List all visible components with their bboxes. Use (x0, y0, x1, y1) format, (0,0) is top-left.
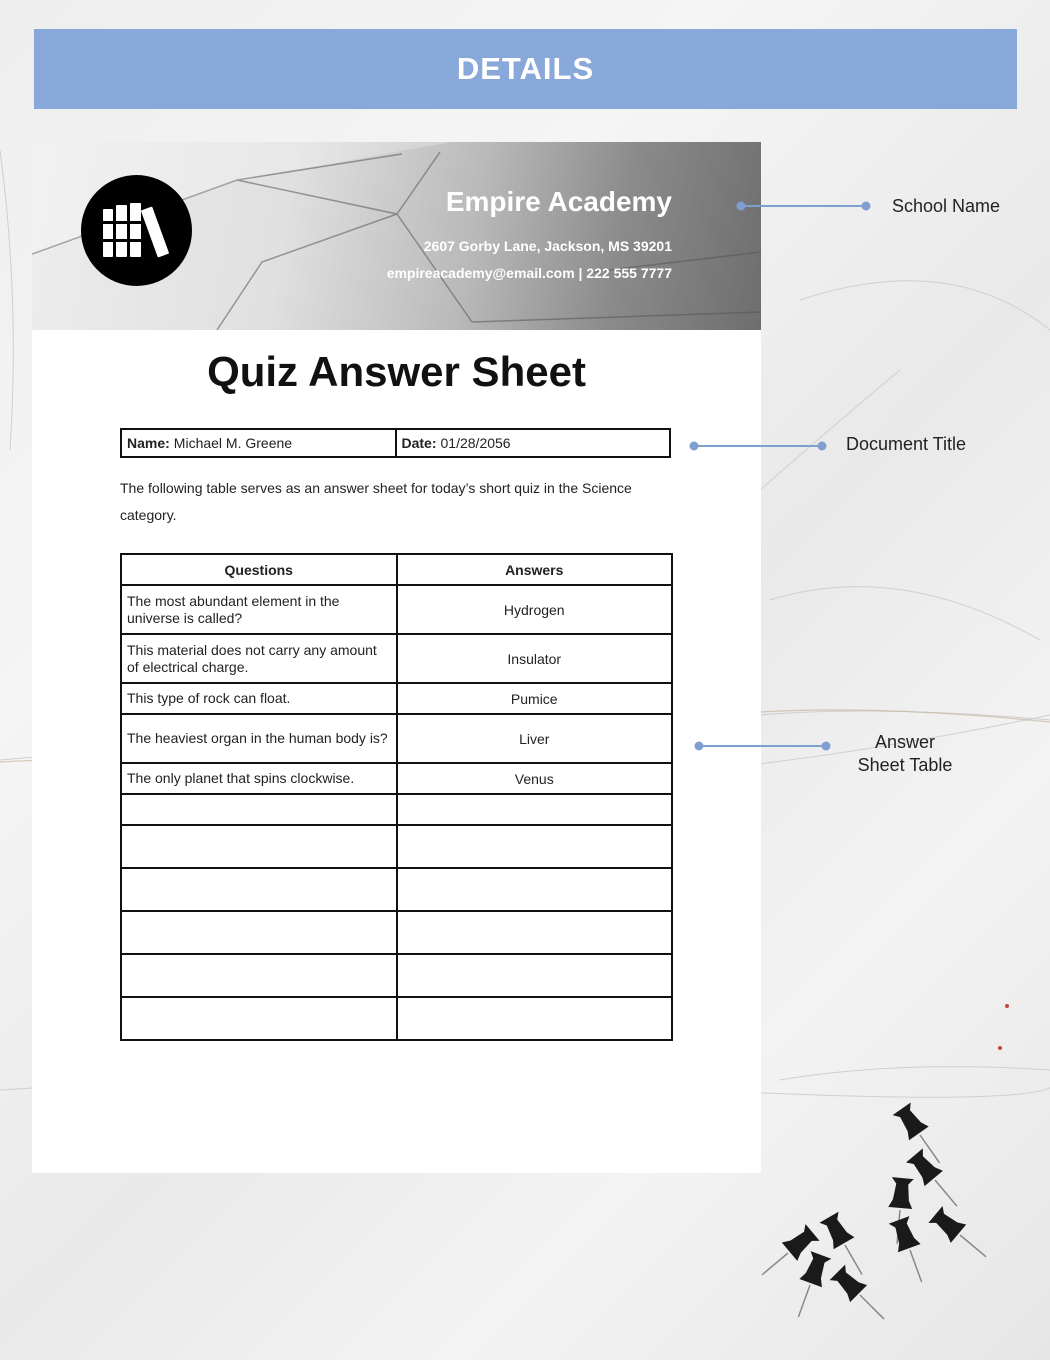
question-cell: The only planet that spins clockwise. (121, 763, 397, 794)
questions-header: Questions (121, 554, 397, 585)
date-value: 01/28/2056 (440, 435, 511, 451)
answer-cell: Venus (397, 763, 673, 794)
document-title: Quiz Answer Sheet (207, 348, 586, 395)
banner-title: DETAILS (456, 51, 595, 86)
school-address: 2607 Gorby Lane, Jackson, MS 39201 (423, 238, 672, 254)
question-cell: This type of rock can float. (121, 683, 397, 714)
intro-paragraph: The following table serves as an answer sheet for today’s short quiz in the Science category. (120, 480, 632, 523)
annotation-answer-sheet-table (846, 731, 964, 777)
push-pin-icon (787, 1251, 832, 1321)
question-cell: This material does not carry any amount of electrical charge. (121, 634, 397, 683)
push-pin-icon (928, 1205, 994, 1266)
school-name: Empire Academy (445, 186, 672, 217)
annotation-school-name: School Name (891, 196, 1001, 216)
answer-cell: Insulator (397, 634, 673, 683)
name-label: Name: (127, 435, 170, 451)
annotation-document-title: Document Title (845, 434, 967, 454)
push-pins-decoration (750, 1095, 1050, 1355)
date-label: Date: (401, 435, 437, 451)
answer-cell: Liver (397, 714, 673, 763)
school-contact: empireacademy@email.com | 222 555 7777 (386, 265, 672, 281)
name-value: Michael M. Greene (173, 435, 293, 451)
answer-cell: Hydrogen (397, 585, 673, 634)
annotation-answer-line1: Answer (874, 732, 936, 752)
annotation-answer-line2: Sheet Table (857, 755, 953, 775)
answer-cell: Pumice (397, 683, 673, 714)
push-pin-icon (888, 1216, 933, 1286)
question-cell: The heaviest organ in the human body is? (121, 714, 397, 763)
answers-header: Answers (397, 554, 673, 585)
question-cell: The most abundant element in the universe is called? (121, 585, 397, 634)
